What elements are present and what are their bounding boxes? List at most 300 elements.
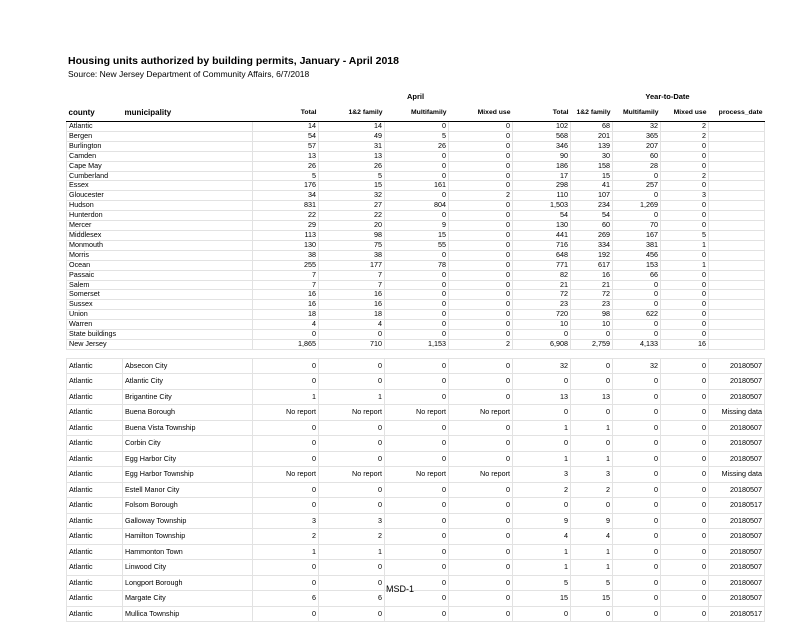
empty-cell	[709, 122, 765, 132]
row-county: Atlantic	[67, 575, 123, 591]
row-value: 0	[385, 606, 449, 622]
row-value: 0	[253, 436, 319, 452]
county-row	[67, 300, 765, 310]
county-value: 0	[319, 330, 385, 340]
county-value: 568	[513, 131, 571, 141]
row-process-date: 20180607	[709, 575, 765, 591]
county-value: 22	[319, 211, 385, 221]
row-county: Atlantic	[67, 374, 123, 390]
county-value: 18	[319, 310, 385, 320]
row-municipality: Hammonton Town	[123, 544, 253, 560]
row-value: 0	[513, 498, 571, 514]
county-value: 0	[613, 211, 661, 221]
row-value: 1	[253, 544, 319, 560]
county-value: 21	[513, 280, 571, 290]
row-value: 0	[385, 513, 449, 529]
county-row	[67, 201, 765, 211]
county-value: 0	[449, 290, 513, 300]
county-value: 0	[385, 250, 449, 260]
county-value: 365	[613, 131, 661, 141]
municipality-row	[67, 358, 765, 374]
row-value: 0	[385, 560, 449, 576]
row-process-date: 20180517	[709, 606, 765, 622]
row-value: 1	[319, 544, 385, 560]
county-value: 2,759	[571, 339, 613, 349]
county-value: 5	[661, 230, 709, 240]
row-value: No report	[449, 467, 513, 483]
april-group-header: April	[406, 92, 425, 101]
row-value: 0	[253, 358, 319, 374]
county-name: Ocean	[67, 260, 253, 270]
county-value: 98	[319, 230, 385, 240]
county-value: 23	[571, 300, 613, 310]
county-value: 622	[613, 310, 661, 320]
county-value: 0	[385, 270, 449, 280]
col-multifamily: Multifamily	[385, 104, 449, 122]
county-value: 10	[571, 320, 613, 330]
row-municipality: Buena Borough	[123, 405, 253, 421]
row-value: 0	[385, 498, 449, 514]
county-name: Warren	[67, 320, 253, 330]
empty-cell	[709, 181, 765, 191]
county-name: Hudson	[67, 201, 253, 211]
row-value: 0	[319, 498, 385, 514]
county-value: 0	[613, 290, 661, 300]
county-value: 0	[385, 191, 449, 201]
county-value: 0	[449, 181, 513, 191]
row-value: 0	[449, 436, 513, 452]
county-row	[67, 181, 765, 191]
municipality-row	[67, 513, 765, 529]
col-ytd-family12: 1&2 family	[571, 104, 613, 122]
county-value: 0	[661, 201, 709, 211]
row-value: 13	[571, 389, 613, 405]
row-value: No report	[253, 405, 319, 421]
county-value: 26	[253, 161, 319, 171]
county-value: 26	[319, 161, 385, 171]
row-value: 0	[319, 575, 385, 591]
row-value: 0	[513, 606, 571, 622]
county-value: 139	[571, 141, 613, 151]
county-value: 2	[449, 339, 513, 349]
county-value: 5	[385, 131, 449, 141]
county-value: 72	[571, 290, 613, 300]
municipality-row	[67, 436, 765, 452]
county-name: Cumberland	[67, 171, 253, 181]
row-value: 0	[571, 405, 613, 421]
county-value: 1,503	[513, 201, 571, 211]
row-value: No report	[319, 467, 385, 483]
row-county: Atlantic	[67, 513, 123, 529]
county-name: Essex	[67, 181, 253, 191]
county-value: 0	[385, 330, 449, 340]
county-value: 13	[253, 151, 319, 161]
row-value: 0	[449, 451, 513, 467]
county-value: 15	[319, 181, 385, 191]
report-source: Source: New Jersey Department of Community Affairs, 6/7/2018	[68, 69, 310, 79]
county-value: 0	[571, 330, 613, 340]
county-value: 0	[449, 131, 513, 141]
county-value: 22	[253, 211, 319, 221]
municipality-row	[67, 544, 765, 560]
county-value: 41	[571, 181, 613, 191]
row-process-date: 20180607	[709, 420, 765, 436]
row-value: 0	[253, 482, 319, 498]
row-municipality: Estell Manor City	[123, 482, 253, 498]
county-value: 72	[513, 290, 571, 300]
row-municipality: Margate City	[123, 591, 253, 607]
col-county: county	[67, 104, 123, 122]
county-row	[67, 339, 765, 349]
county-value: 4,133	[613, 339, 661, 349]
empty-cell	[709, 250, 765, 260]
row-county: Atlantic	[67, 529, 123, 545]
row-value: 0	[613, 482, 661, 498]
county-value: 102	[513, 122, 571, 132]
row-value: 0	[661, 451, 709, 467]
row-value: 0	[449, 575, 513, 591]
empty-cell	[709, 300, 765, 310]
empty-cell	[709, 151, 765, 161]
county-value: 54	[513, 211, 571, 221]
row-value: 0	[613, 467, 661, 483]
county-row	[67, 290, 765, 300]
county-row	[67, 171, 765, 181]
county-name: Middlesex	[67, 230, 253, 240]
county-name: Hunterdon	[67, 211, 253, 221]
row-value: 0	[449, 591, 513, 607]
row-value: 0	[319, 560, 385, 576]
row-value: 0	[661, 358, 709, 374]
row-value: 0	[571, 374, 613, 390]
row-value: 0	[571, 606, 613, 622]
row-value: 0	[613, 436, 661, 452]
empty-cell	[709, 290, 765, 300]
county-value: 2	[661, 171, 709, 181]
row-process-date: Missing data	[709, 467, 765, 483]
county-value: 4	[253, 320, 319, 330]
row-value: No report	[319, 405, 385, 421]
row-municipality: Longport Borough	[123, 575, 253, 591]
row-municipality: Egg Harbor City	[123, 451, 253, 467]
col-ytd-mixed: Mixed use	[661, 104, 709, 122]
county-value: 5	[319, 171, 385, 181]
row-value: 0	[319, 606, 385, 622]
county-name: Mercer	[67, 221, 253, 231]
county-value: 0	[661, 250, 709, 260]
municipality-row	[67, 606, 765, 622]
county-value: 0	[449, 330, 513, 340]
county-value: 0	[661, 181, 709, 191]
county-value: 153	[613, 260, 661, 270]
row-value: 0	[661, 436, 709, 452]
county-value: 0	[385, 310, 449, 320]
row-value: 0	[613, 420, 661, 436]
county-value: 0	[613, 191, 661, 201]
county-name: State buildings	[67, 330, 253, 340]
empty-cell	[709, 171, 765, 181]
row-value: 15	[571, 591, 613, 607]
county-value: 4	[319, 320, 385, 330]
row-value: 1	[571, 560, 613, 576]
row-municipality: Mullica Township	[123, 606, 253, 622]
county-value: 720	[513, 310, 571, 320]
row-value: 2	[319, 529, 385, 545]
row-county: Atlantic	[67, 405, 123, 421]
county-value: 16	[571, 270, 613, 280]
row-value: 0	[613, 498, 661, 514]
county-value: 298	[513, 181, 571, 191]
municipality-row	[67, 482, 765, 498]
county-row	[67, 280, 765, 290]
county-name: Monmouth	[67, 240, 253, 250]
row-county: Atlantic	[67, 467, 123, 483]
row-value: 1	[571, 451, 613, 467]
empty-cell	[709, 141, 765, 151]
row-value: 32	[613, 358, 661, 374]
row-value: 0	[571, 436, 613, 452]
row-value: 0	[385, 482, 449, 498]
county-value: 38	[253, 250, 319, 260]
row-value: 13	[513, 389, 571, 405]
empty-cell	[709, 221, 765, 231]
row-county: Atlantic	[67, 482, 123, 498]
county-row	[67, 260, 765, 270]
empty-cell	[709, 191, 765, 201]
row-value: 0	[661, 498, 709, 514]
row-value: 0	[661, 420, 709, 436]
county-value: 5	[253, 171, 319, 181]
empty-cell	[709, 270, 765, 280]
col-ytd-total: Total	[513, 104, 571, 122]
county-value: 771	[513, 260, 571, 270]
empty-cell	[709, 161, 765, 171]
county-value: 130	[513, 221, 571, 231]
row-process-date: 20180507	[709, 451, 765, 467]
county-value: 16	[253, 300, 319, 310]
county-value: 0	[449, 151, 513, 161]
county-name: Gloucester	[67, 191, 253, 201]
row-value: 0	[253, 575, 319, 591]
col-family12: 1&2 family	[319, 104, 385, 122]
county-value: 7	[253, 270, 319, 280]
county-value: 1	[661, 260, 709, 270]
row-process-date: 20180507	[709, 544, 765, 560]
row-value: 0	[661, 389, 709, 405]
county-value: 177	[319, 260, 385, 270]
county-value: 0	[449, 230, 513, 240]
county-value: 381	[613, 240, 661, 250]
county-value: 0	[449, 300, 513, 310]
county-value: 334	[571, 240, 613, 250]
county-value: 158	[571, 161, 613, 171]
row-value: 0	[661, 374, 709, 390]
group-header-row	[67, 90, 765, 104]
county-value: 0	[385, 171, 449, 181]
county-value: 0	[449, 201, 513, 211]
row-value: 9	[513, 513, 571, 529]
county-value: 10	[513, 320, 571, 330]
col-municipality: municipality	[123, 104, 253, 122]
county-value: 113	[253, 230, 319, 240]
row-value: 0	[661, 575, 709, 591]
county-name: Atlantic	[67, 122, 253, 132]
row-value: 1	[513, 544, 571, 560]
row-municipality: Absecon City	[123, 358, 253, 374]
county-value: 82	[513, 270, 571, 280]
county-value: 0	[661, 151, 709, 161]
county-row	[67, 270, 765, 280]
empty-cell	[709, 260, 765, 270]
row-process-date: 20180507	[709, 482, 765, 498]
row-value: 0	[319, 358, 385, 374]
row-value: 32	[513, 358, 571, 374]
county-value: 176	[253, 181, 319, 191]
county-value: 0	[661, 300, 709, 310]
row-value: 0	[449, 389, 513, 405]
county-value: 34	[253, 191, 319, 201]
county-value: 0	[385, 161, 449, 171]
municipality-row	[67, 560, 765, 576]
row-value: 0	[449, 529, 513, 545]
row-value: 0	[613, 451, 661, 467]
municipality-row	[67, 467, 765, 483]
row-value: 2	[513, 482, 571, 498]
county-value: 28	[613, 161, 661, 171]
municipality-row	[67, 498, 765, 514]
row-value: 4	[513, 529, 571, 545]
row-value: 4	[571, 529, 613, 545]
row-value: 0	[253, 560, 319, 576]
row-value: 0	[449, 374, 513, 390]
county-value: 648	[513, 250, 571, 260]
row-municipality: Folsom Borough	[123, 498, 253, 514]
row-county: Atlantic	[67, 420, 123, 436]
row-value: 3	[571, 467, 613, 483]
empty-cell	[709, 310, 765, 320]
empty-cell	[709, 339, 765, 349]
row-value: 0	[449, 560, 513, 576]
row-value: 3	[319, 513, 385, 529]
county-value: 0	[385, 320, 449, 330]
county-row	[67, 230, 765, 240]
county-value: 1,269	[613, 201, 661, 211]
row-value: 9	[571, 513, 613, 529]
row-value: No report	[253, 467, 319, 483]
county-value: 7	[319, 270, 385, 280]
report-title: Housing units authorized by building permits, January - April 2018	[68, 55, 399, 67]
county-value: 716	[513, 240, 571, 250]
county-row	[67, 141, 765, 151]
row-value: 0	[449, 513, 513, 529]
row-municipality: Hamilton Township	[123, 529, 253, 545]
county-name: Passaic	[67, 270, 253, 280]
row-value: 0	[613, 591, 661, 607]
county-value: 6,908	[513, 339, 571, 349]
row-value: 1	[513, 451, 571, 467]
county-value: 130	[253, 240, 319, 250]
county-value: 1	[661, 240, 709, 250]
row-county: Atlantic	[67, 591, 123, 607]
row-value: 0	[661, 606, 709, 622]
county-value: 0	[385, 122, 449, 132]
col-ytd-multifamily: Multifamily	[613, 104, 661, 122]
row-value: 0	[449, 544, 513, 560]
row-value: 2	[253, 529, 319, 545]
county-value: 38	[319, 250, 385, 260]
county-value: 617	[571, 260, 613, 270]
row-value: 0	[319, 451, 385, 467]
row-municipality: Atlantic City	[123, 374, 253, 390]
county-value: 0	[449, 260, 513, 270]
municipality-row	[67, 405, 765, 421]
row-value: 0	[385, 529, 449, 545]
section-spacer	[67, 349, 765, 358]
row-municipality: Brigantine City	[123, 389, 253, 405]
row-value: 0	[385, 358, 449, 374]
county-value: 15	[385, 230, 449, 240]
row-value: 0	[661, 482, 709, 498]
row-municipality: Galloway Township	[123, 513, 253, 529]
row-process-date: 20180507	[709, 374, 765, 390]
county-value: 75	[319, 240, 385, 250]
row-value: 0	[513, 374, 571, 390]
county-value: 269	[571, 230, 613, 240]
row-value: 1	[571, 544, 613, 560]
county-value: 257	[613, 181, 661, 191]
row-value: 0	[319, 482, 385, 498]
row-value: 2	[571, 482, 613, 498]
county-name: Camden	[67, 151, 253, 161]
county-value: 7	[253, 280, 319, 290]
county-value: 0	[661, 141, 709, 151]
county-row	[67, 250, 765, 260]
county-value: 110	[513, 191, 571, 201]
row-value: 1	[513, 560, 571, 576]
county-value: 186	[513, 161, 571, 171]
county-value: 78	[385, 260, 449, 270]
county-value: 1,865	[253, 339, 319, 349]
row-value: 0	[513, 436, 571, 452]
row-process-date: Missing data	[709, 405, 765, 421]
row-county: Atlantic	[67, 606, 123, 622]
row-value: 0	[319, 436, 385, 452]
col-mixed: Mixed use	[449, 104, 513, 122]
county-value: 0	[449, 310, 513, 320]
row-value: 0	[385, 451, 449, 467]
county-name: Cape May	[67, 161, 253, 171]
county-value: 441	[513, 230, 571, 240]
county-value: 68	[571, 122, 613, 132]
row-municipality: Buena Vista Township	[123, 420, 253, 436]
row-value: 0	[253, 420, 319, 436]
county-value: 831	[253, 201, 319, 211]
county-value: 234	[571, 201, 613, 211]
county-value: 90	[513, 151, 571, 161]
row-process-date: 20180507	[709, 436, 765, 452]
row-process-date: 20180507	[709, 389, 765, 405]
county-value: 0	[513, 330, 571, 340]
row-value: 0	[449, 498, 513, 514]
county-value: 161	[385, 181, 449, 191]
county-value: 2	[449, 191, 513, 201]
row-municipality: Corbin City	[123, 436, 253, 452]
row-county: Atlantic	[67, 389, 123, 405]
row-value: 0	[571, 358, 613, 374]
row-value: 0	[613, 544, 661, 560]
county-value: 16	[661, 339, 709, 349]
county-row	[67, 221, 765, 231]
